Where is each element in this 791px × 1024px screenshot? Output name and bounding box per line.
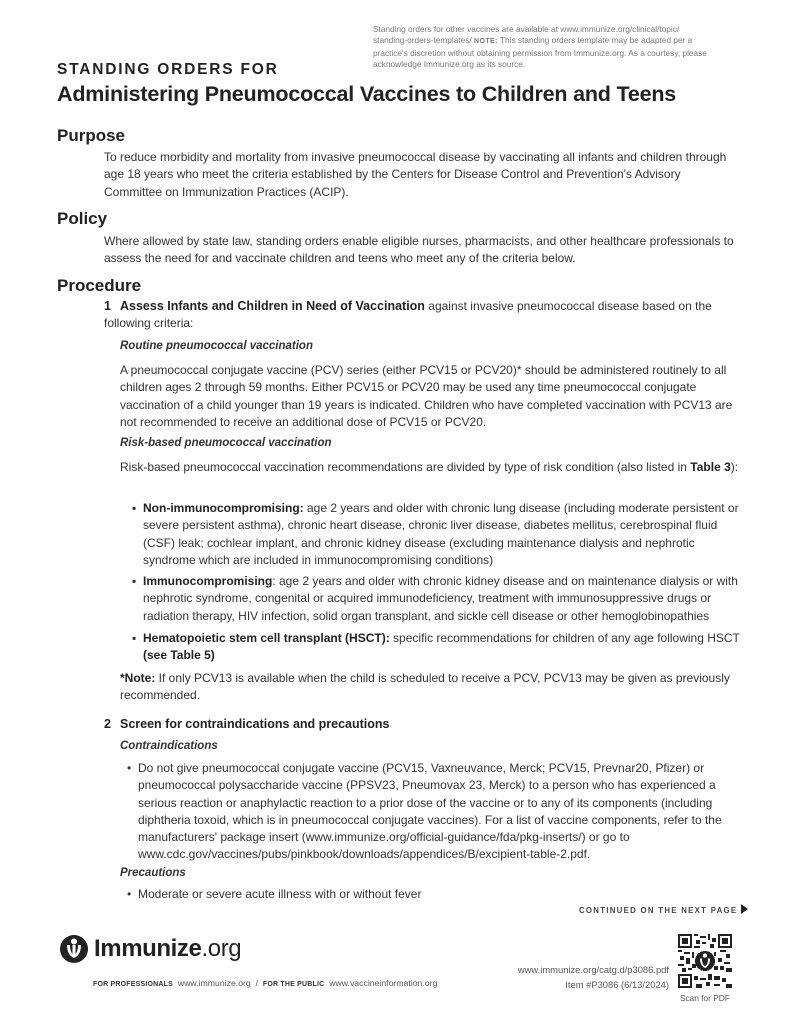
policy-heading: Policy xyxy=(57,209,108,228)
procedure-heading: Procedure xyxy=(57,276,142,295)
risk-intro: Risk-based pneumococcal vaccination recommendations are divided by type of risk condition (also listed in Table 3): xyxy=(120,460,739,474)
qr-code-icon[interactable] xyxy=(678,934,732,988)
pcv13-note: *Note: If only PCV13 is available when the child is scheduled to receive a PCV, PCV13 may be given as previously recommended. xyxy=(120,671,730,703)
purpose-heading: Purpose xyxy=(57,126,126,145)
routine-text: A pneumococcal conjugate vaccine (PCV) series (either PCV15 or PCV20)* should be administered routinely to all children ages 2 through 59 months. Either PCV15 or PCV20 may be used any time pneumococcal conjugate vaccination of a child younger than 19 years is indicated. Children who have completed vaccination with PCV13 are not recommended to receive an additional dose of PCV15 or PCV20. xyxy=(120,363,733,429)
list-item-immunocompromising: ▪ Immunocompromising: age 2 years and older with chronic kidney disease and on maintenance dialysis or with nephrotic syndrome, congenital or acquired immunodeficiency, treatment with immunosuppressive drugs or radiation therapy, HIV infection, solid organ transplant, and sickle cell disease or other hemoglobinopathies xyxy=(132,574,738,623)
footer-item-info xyxy=(518,962,669,992)
bullet-icon: ▪ xyxy=(132,574,137,588)
step-1-desc: against invasive pneumococcal disease based on the following criteria: xyxy=(104,299,712,331)
step-2 xyxy=(104,716,744,733)
bullet-icon: ▪ xyxy=(132,631,137,645)
qr-caption: Scan for PDF xyxy=(680,993,730,1003)
public-link[interactable]: www.vaccineinformation.org xyxy=(329,978,438,988)
professionals-link[interactable]: www.immunize.org xyxy=(177,978,251,988)
arrow-right-icon xyxy=(741,904,748,914)
pdf-link[interactable]: www.immunize.org/catg.d/p3086.pdf xyxy=(517,964,669,975)
step-2-title: Screen for contraindications and precautions xyxy=(120,717,390,731)
step-1-title: Assess Infants and Children in Need of Vaccination xyxy=(120,299,425,313)
contraindications-heading: Contraindications xyxy=(120,740,218,752)
list-item-precaution: • Moderate or severe acute illness with or without fever xyxy=(138,886,740,903)
footer-links: FOR PROFESSIONALS www.immunize.org / FOR THE PUBLIC www.vaccineinformation.org xyxy=(93,978,438,988)
list-item-contraindication: • Do not give pneumococcal conjugate vaccine (PCV15, Vaxneuvance, Merck; PCV15, Prevnar20, Pfizer) or pneumococcal polysaccharide vaccine (PPSV23, Pneumovax 23, Merck) to a person who has experienced a serious reaction or anaphylactic reaction to a prior dose of the vaccine or to any of its components (including diphtheria toxoid, which is in pneumococcal conjugate vaccines). For a list of vaccine components, refer to the manufacturers' package insert (www.immunize.org/official-guidance/fda/pkg-inserts/) or go to www.cdc.gov/vaccines/pubs/pinkbook/downloads/appendices/B/excipient-table-2.pdf. xyxy=(127,761,722,862)
table-3-ref: Table 3 xyxy=(690,460,731,474)
note-label: NOTE: xyxy=(474,38,498,46)
bullet-icon: • xyxy=(127,887,132,901)
bullet-icon: ▪ xyxy=(132,501,137,515)
page-title: Administering Pneumococcal Vaccines to Children and Teens xyxy=(57,82,677,106)
immunize-shield-icon xyxy=(59,934,89,964)
routine-heading: Routine pneumococcal vaccination xyxy=(120,340,313,352)
continued-next-page: CONTINUED ON THE NEXT PAGE xyxy=(579,904,748,915)
item-number: Item #P3086 (6/13/2024) xyxy=(565,979,669,990)
page-kicker: STANDING ORDERS FOR xyxy=(57,61,279,78)
purpose-text: To reduce morbidity and mortality from invasive pneumococcal disease by vaccinating all infants and children through age 18 years who meet the criteria established by the Centers for Disease Control and Prevention's Advisory Committee on Immunization Practices (ACIP). xyxy=(104,150,727,199)
bullet-icon: • xyxy=(127,761,132,775)
top-note: Standing orders for other vaccines are available at www.immunize.org/clinical/topic/ standing-orders-templates/ NOTE: This standing orders template may be adapted per a practice's discretion without obtaining permission from Immunize.org. As a courtesy, please acknowledge Immunize.org as its source. xyxy=(373,24,707,69)
list-item-non-immunocompromising: ▪ Non-immunocompromising: age 2 years and older with chronic lung disease (including moderate persistent or severe persistent asthma), chronic heart disease, chronic liver disease, diabetes mellitus, cerebrospinal fluid (CSF) leak; cochlear implant, and chronic kidney disease (excluding maintenance dialysis and nephrotic syndrome which are included in immunocompromising conditions) xyxy=(132,501,739,567)
step-number: 1 xyxy=(104,299,111,313)
step-number: 2 xyxy=(104,717,111,731)
list-item-hsct: ▪ Hematopoietic stem cell transplant (HSCT): specific recommendations for children of any age following HSCT (see Table 5) xyxy=(132,631,740,663)
precautions-heading: Precautions xyxy=(120,867,186,879)
policy-text: Where allowed by state law, standing orders enable eligible nurses, pharmacists, and other healthcare professionals to assess the need for and vaccinate children and teens who meet any of the criteria below. xyxy=(104,234,734,266)
step-1 xyxy=(104,298,744,333)
immunize-logo: Immunize.org xyxy=(59,934,241,964)
risk-heading: Risk-based pneumococcal vaccination xyxy=(120,437,332,449)
